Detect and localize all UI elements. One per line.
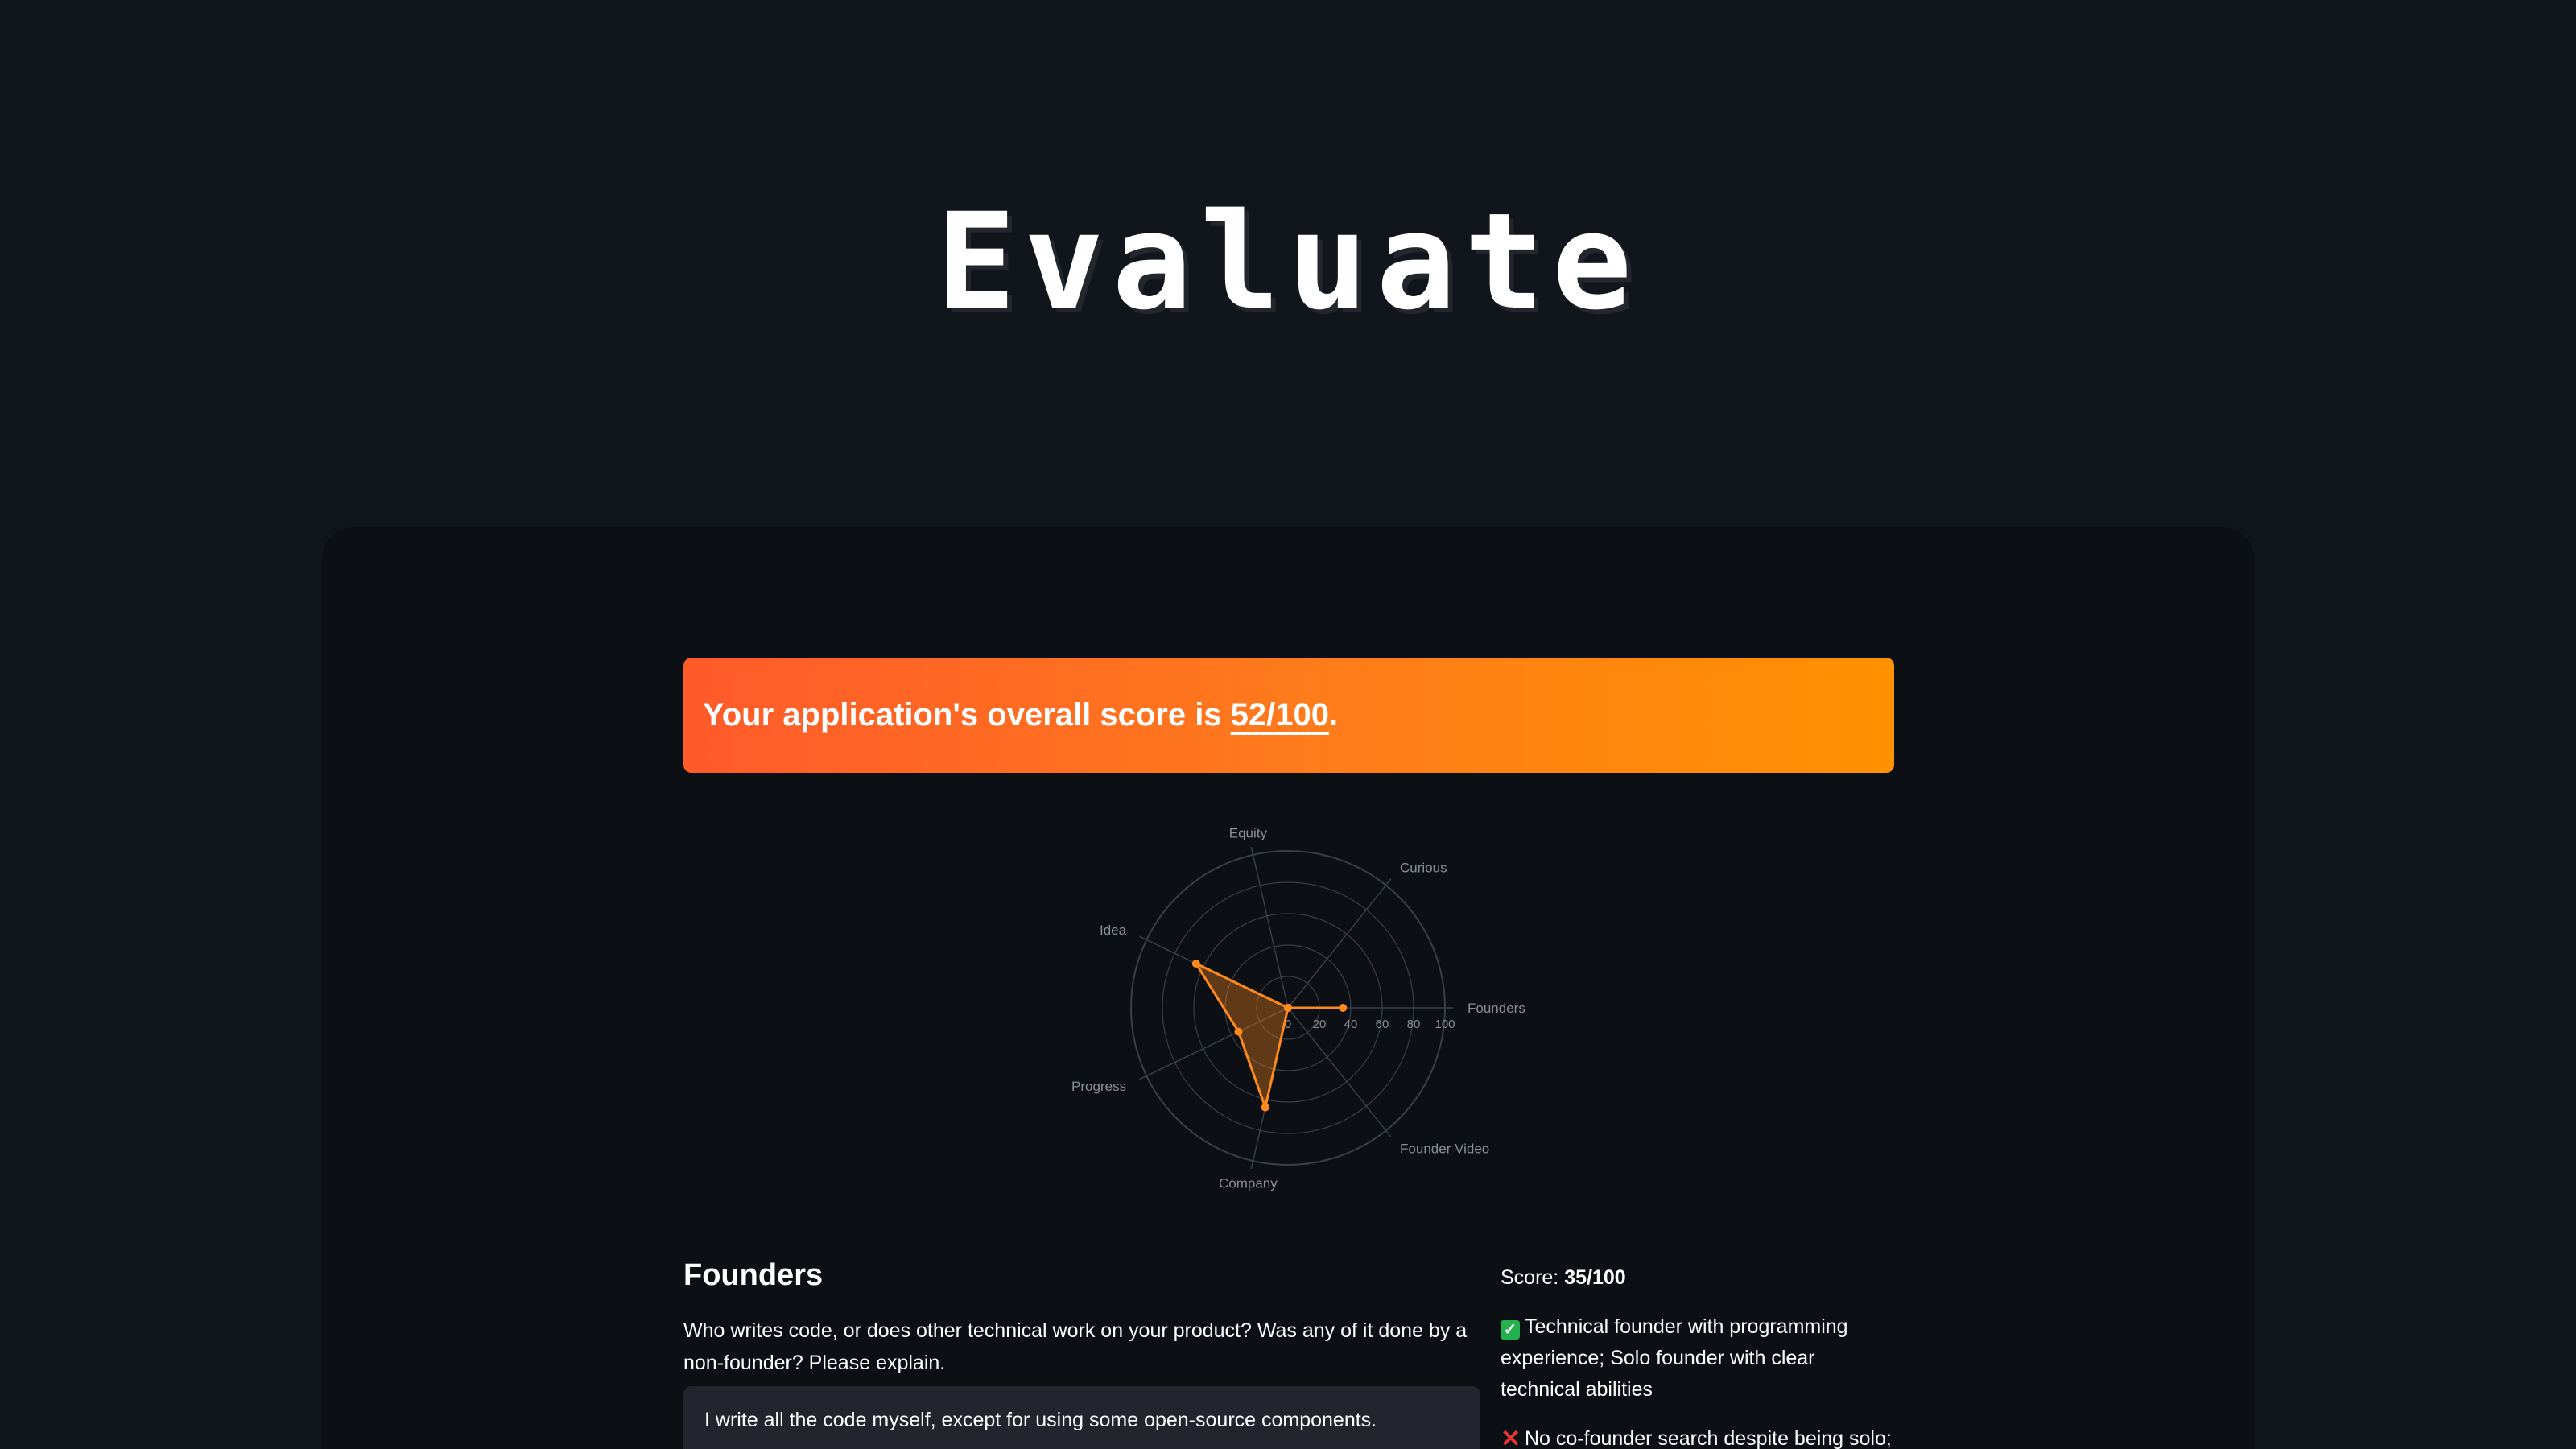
radar-data-point	[1235, 1028, 1243, 1036]
feedback-negative-text: No co-founder search despite being solo;	[1525, 1427, 1892, 1449]
section-score	[1501, 1262, 1895, 1294]
radar-axis-label: Curious	[1400, 860, 1447, 876]
page-title: Evaluate	[935, 184, 1641, 339]
radar-axis-label: Idea	[1099, 923, 1127, 939]
radar-axis-label: Equity	[1228, 825, 1268, 841]
section-question: Who writes code, or does other technical work on your product? Was any of it done by a non-founder? Please explain.	[683, 1319, 1468, 1374]
radar-axis-label: Progress	[1071, 1078, 1127, 1094]
radar-tick-label: 20	[1312, 1018, 1327, 1031]
feedback-positive-text: Technical founder with programming experience; Solo founder with clear technical abilities	[1501, 1315, 1848, 1401]
radar-data-point	[1261, 1104, 1269, 1112]
check-mark-icon: ✓	[1501, 1320, 1520, 1340]
overall-score-banner	[683, 658, 1894, 773]
radar-axis-line	[1288, 879, 1391, 1008]
radar-tick-label: 100	[1435, 1018, 1455, 1031]
radar-axis-label: Founders	[1468, 1001, 1525, 1016]
section-feedback	[1501, 1262, 1895, 1449]
section-answer	[683, 1386, 1480, 1449]
answer-text: I write all the code myself, except for using some open-source components.	[704, 1409, 1377, 1431]
score-radar-chart	[1063, 813, 1530, 1208]
radar-data-area	[1196, 964, 1343, 1108]
cross-mark-icon: ✕	[1501, 1426, 1521, 1449]
radar-data-point	[1192, 960, 1200, 968]
radar-axis-line	[1251, 847, 1288, 1008]
radar-data-point	[1284, 1004, 1292, 1012]
section-title: Founders	[683, 1258, 824, 1292]
radar-axis-label: Founder Video	[1400, 1141, 1490, 1157]
overall-score-prefix: Your application's overall score is	[703, 697, 1231, 733]
feedback-positive	[1501, 1311, 1895, 1406]
overall-score-suffix: .	[1329, 697, 1339, 733]
feedback-negative	[1501, 1423, 1895, 1449]
overall-score-text	[703, 697, 1338, 733]
overall-score-value: 52/100	[1230, 697, 1330, 733]
radar-tick-label: 80	[1406, 1018, 1421, 1031]
radar-tick-label: 40	[1344, 1018, 1358, 1031]
section-score-label: Score:	[1501, 1266, 1565, 1289]
radar-data-point	[1339, 1004, 1347, 1012]
radar-axis-label: Company	[1218, 1175, 1278, 1191]
radar-tick-label: 0	[1284, 1018, 1292, 1031]
section-score-value: 35/100	[1564, 1266, 1626, 1289]
radar-tick-label: 60	[1375, 1018, 1389, 1031]
